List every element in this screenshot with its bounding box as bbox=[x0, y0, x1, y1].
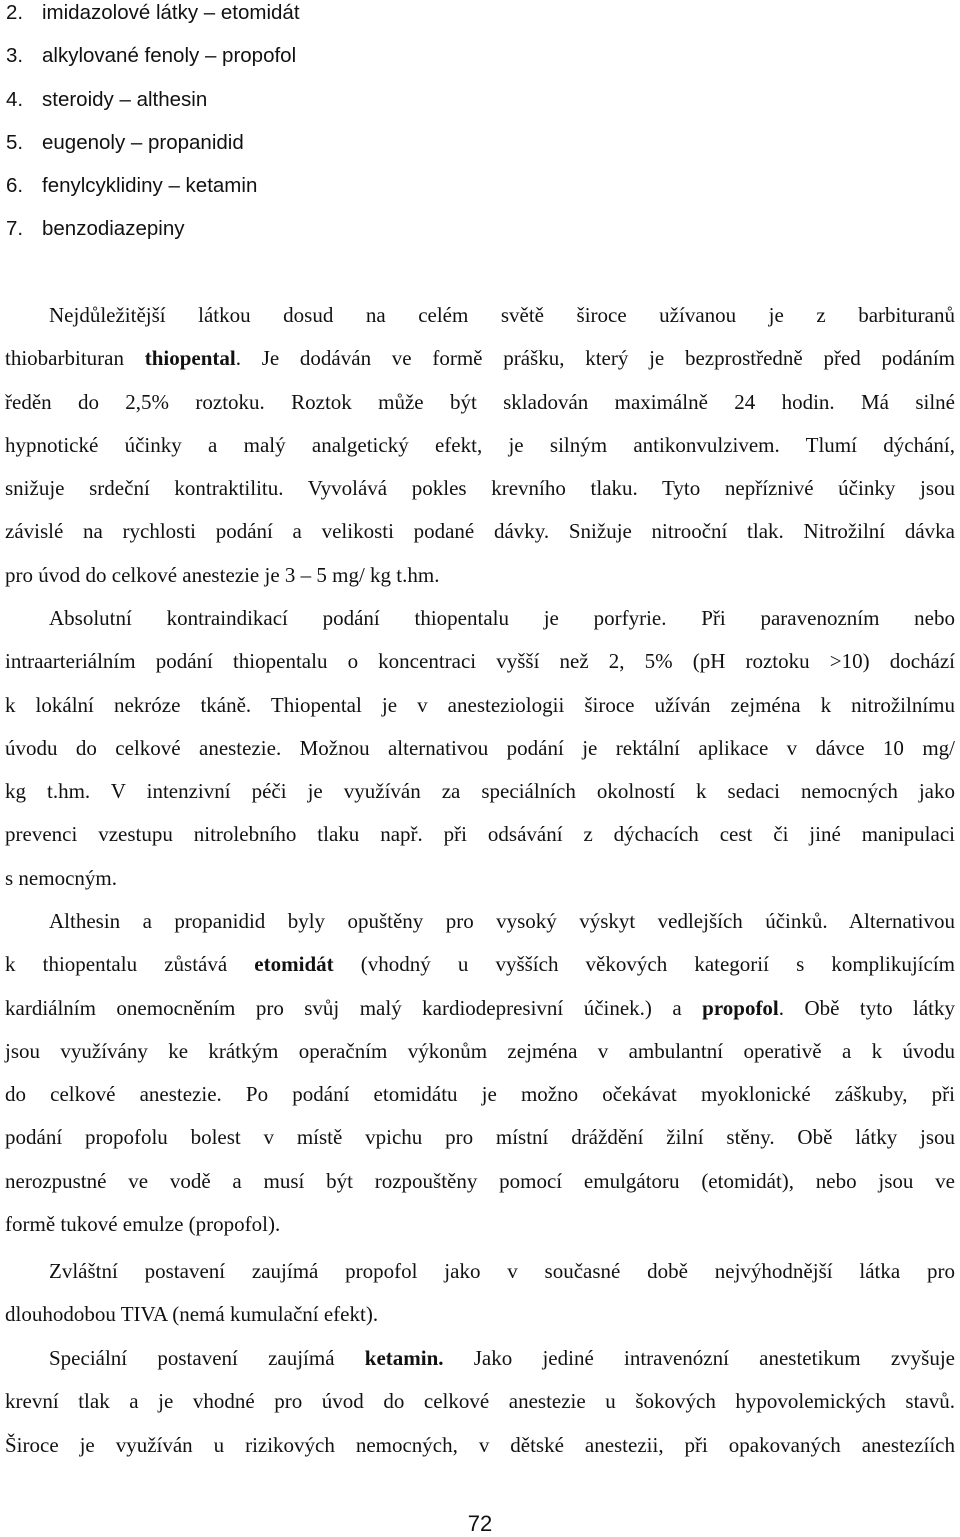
list-item: 4. steroidy – althesin bbox=[6, 87, 208, 111]
term-propofol: propofol bbox=[702, 995, 779, 1020]
list-item: 7. benzodiazepiny bbox=[6, 217, 185, 241]
list-item: 2. imidazolové látky – etomidát bbox=[6, 1, 300, 24]
text-line: pro úvod do celkové anestezie je 3 – 5 mg/ kg t.hm. bbox=[5, 562, 440, 587]
text-line: formě tukové emulze (propofol). bbox=[5, 1212, 281, 1237]
agent-list bbox=[6, 0, 300, 260]
text-line: intraarteriálním podání thiopentalu o koncentraci vyšší než 2, 5% (pH roztoku >10) dochází bbox=[5, 649, 955, 674]
paragraph-contraindications bbox=[5, 603, 955, 906]
text-line: úvodu do celkové anestezie. Možnou alternativou podání je rektální aplikace v dávce 10 mg/ bbox=[5, 735, 955, 760]
text-line: kg t.hm. V intenzivní péči je využíván za speciálních okolností k sedaci nemocných jako bbox=[5, 779, 955, 804]
text-line: Althesin a propanidid byly opuštěny pro vysoký výskyt vedlejších účinků. Alternativou bbox=[49, 909, 955, 933]
text-line: snižuje srdeční kontraktilitu. Vyvolává pokles krevního tlaku. Tyto nepříznivé účinky jsou bbox=[5, 476, 955, 501]
term-ketamin: ketamin. bbox=[364, 1346, 444, 1370]
term-thiopental: thiopental bbox=[144, 346, 236, 371]
page-number: 72 bbox=[467, 1511, 493, 1536]
paragraph-etomidate-propofol bbox=[5, 906, 955, 1252]
text-line: podání propofolu bolest v místě vpichu pro místní dráždění žilní stěny. Obě látky jsou bbox=[5, 1125, 955, 1150]
text-line: Nejdůležitější látkou dosud na celém světě široce užívanou je z barbituranů bbox=[49, 303, 955, 327]
text-line: s nemocným. bbox=[5, 865, 117, 890]
text-line: dlouhodobou TIVA (nemá kumulační efekt). bbox=[5, 1302, 379, 1327]
text-line: thiobarbituran thiopental. Je dodáván ve formě prášku, který je bezprostředně před podáním bbox=[5, 346, 956, 371]
text-line: Široce je využíván u rizikových nemocných, v dětské anestezii, při opakovaných anestezíích bbox=[5, 1432, 955, 1457]
text-line: Speciální postavení zaujímá ketamin. Jako jediné intravenózní anestetikum zvyšuje bbox=[49, 1346, 956, 1370]
list-item: 3. alkylované fenoly – propofol bbox=[6, 44, 297, 68]
text-line: ředěn do 2,5% roztoku. Roztok může být skladován maximálně 24 hodin. Má silné bbox=[5, 389, 955, 414]
text-line: do celkové anestezie. Po podání etomidátu je možno očekávat myoklonické záškuby, při bbox=[5, 1082, 955, 1107]
text-line: Absolutní kontraindikací podání thiopentalu je porfyrie. Při paravenozním nebo bbox=[49, 606, 955, 630]
text-line: hypnotické účinky a malý analgetický efekt, je silným antikonvulzivem. Tlumí dýchání, bbox=[5, 432, 955, 457]
text-line: nerozpustné ve vodě a musí být rozpouštěny pomocí emulgátoru (etomidát), nebo jsou ve bbox=[5, 1168, 955, 1193]
list-item: 5. eugenoly – propanidid bbox=[6, 130, 244, 154]
text-line: kardiálním onemocněním pro svůj malý kardiodepresivní účinek.) a propofol. Obě tyto látky bbox=[5, 995, 956, 1020]
paragraph-tiva bbox=[5, 1256, 955, 1343]
text-line: závislé na rychlosti podání a velikosti podané dávky. Snižuje nitrooční tlak. Nitrožilní dávka bbox=[5, 519, 955, 544]
text-line: k lokální nekróze tkáně. Thiopental je v anesteziologii široce užíván zejména k nitrožilnímu bbox=[5, 692, 955, 717]
paragraph-thiopental bbox=[5, 300, 955, 603]
text-line: prevenci vzestupu nitrolebního tlaku např. při odsávání z dýchacích cest či jiné manipulaci bbox=[5, 822, 955, 847]
list-item: 6. fenylcyklidiny – ketamin bbox=[6, 174, 258, 198]
paragraph-ketamin bbox=[5, 1343, 955, 1473]
text-line: krevní tlak a je vhodné pro úvod do celkové anestezie u šokových hypovolemických stavů. bbox=[5, 1389, 955, 1414]
text-line: k thiopentalu zůstává etomidát (vhodný u vyšších věkových kategorií s komplikujícím bbox=[5, 952, 956, 977]
text-line: jsou využívány ke krátkým operačním výkonům zejména v ambulantní operativě a k úvodu bbox=[5, 1038, 955, 1063]
term-etomidat: etomidát bbox=[254, 952, 334, 977]
text-line: Zvláštní postavení zaujímá propofol jako v současné době nejvýhodnější látka pro bbox=[49, 1259, 955, 1283]
